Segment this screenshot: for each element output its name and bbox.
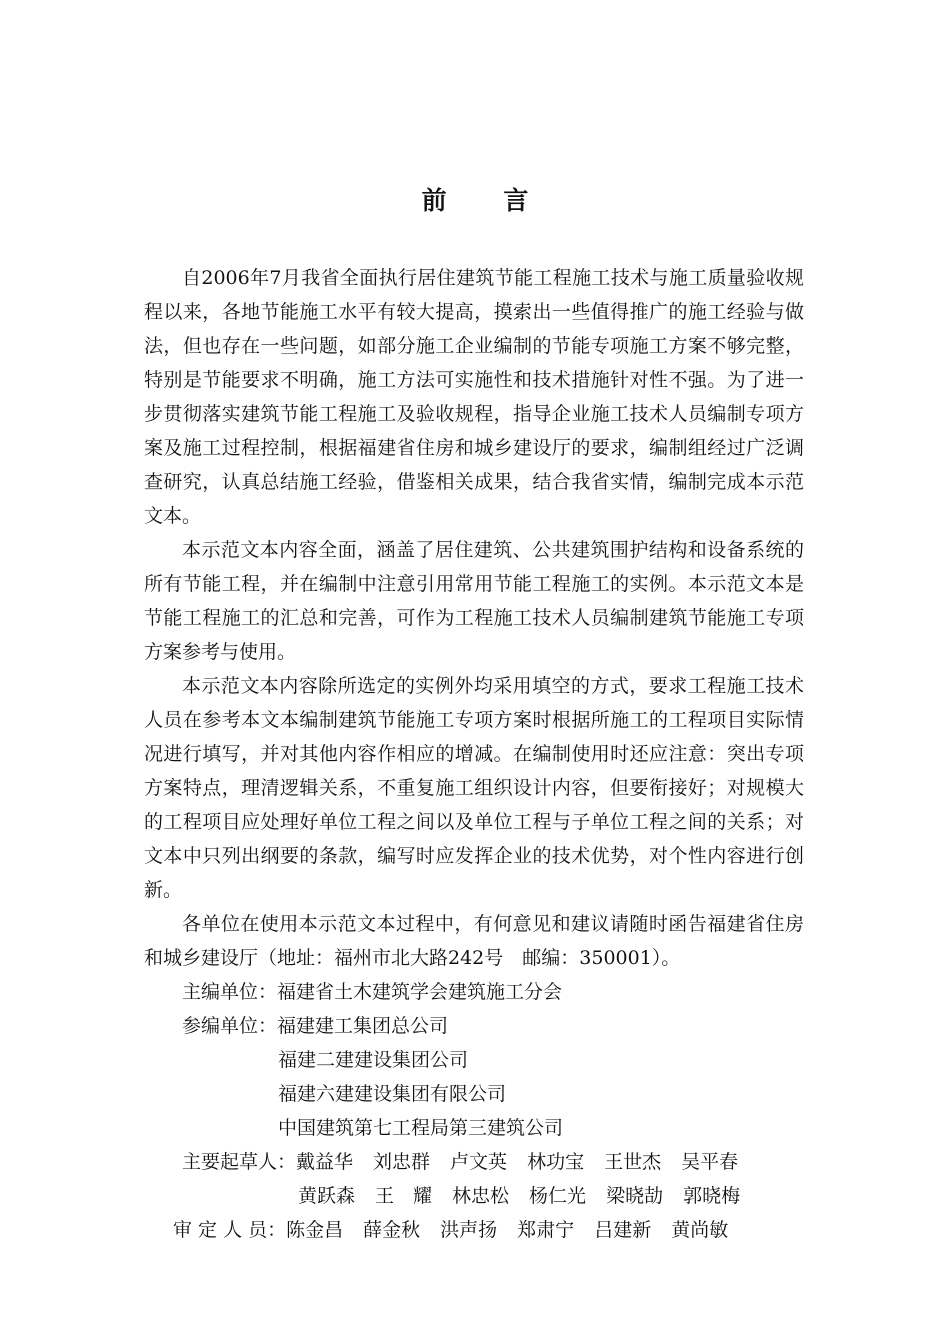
page-title: 前 言 xyxy=(421,186,553,215)
reviewer-name: 郑肃宁 xyxy=(517,1219,575,1241)
reviewers-line xyxy=(144,1213,804,1247)
co-editor-line xyxy=(144,1009,804,1043)
reviewer-name: 黄尚敏 xyxy=(671,1219,729,1241)
drafter-name: 林功宝 xyxy=(527,1151,585,1173)
reviewer-name: 吕建新 xyxy=(594,1219,652,1241)
reviewers-label: 审 定 人 员： xyxy=(173,1219,287,1241)
chief-editor-unit: 福建省土木建筑学会建筑施工分会 xyxy=(277,981,563,1003)
drafter-name: 杨仁光 xyxy=(529,1185,587,1207)
drafters-line xyxy=(144,1179,804,1213)
drafter-name: 王世杰 xyxy=(604,1151,662,1173)
drafter-name: 梁晓劼 xyxy=(606,1185,664,1207)
paragraph-2: 本示范文本内容全面，涵盖了居住建筑、公共建筑围护结构和设备系统的所有节能工程，并在编制中注意引用常用节能工程施工的实例。本示范文本是节能工程施工的汇总和完善，可作为工程施工技术人员编制建筑节能施工专项方案参考与使用。 xyxy=(144,539,804,663)
co-editor-unit: 福建建工集团总公司 xyxy=(277,1015,449,1037)
drafters-label: 主要起草人： xyxy=(182,1151,297,1173)
drafters-line xyxy=(144,1145,804,1179)
reviewer-name: 洪声扬 xyxy=(440,1219,498,1241)
drafter-name: 吴平春 xyxy=(681,1151,739,1173)
chief-editor-line xyxy=(144,975,804,1009)
paragraph-4: 各单位在使用本示范文本过程中，有何意见和建议请随时函告福建省住房和城乡建设厅（地址：福州市北大路242号 邮编：350001）。 xyxy=(144,913,804,969)
drafter-name: 戴益华 xyxy=(296,1151,354,1173)
paragraph-1: 自2006年7月我省全面执行居住建筑节能工程施工技术与施工质量验收规程以来，各地节能施工水平有较大提高，摸索出一些值得推广的施工经验与做法，但也存在一些问题，如部分施工企业编制的节能专项施工方案不够完整，特别是节能要求不明确，施工方法可实施性和技术措施针对性不强。为了进一步贯彻落实建筑节能工程施工及验收规程，指导企业施工技术人员编制专项方案及施工过程控制，根据福建省住房和城乡建设厅的要求，编制组经过广泛调查研究，认真总结施工经验，借鉴相关成果，结合我省实情，编制完成本示范文本。 xyxy=(144,267,804,527)
co-editor-unit: 福建二建建设集团公司 xyxy=(278,1049,469,1071)
co-editor-unit: 中国建筑第七工程局第三建筑公司 xyxy=(278,1117,564,1139)
paragraph-3: 本示范文本内容除所选定的实例外均采用填空的方式，要求工程施工技术人员在参考本文本编制建筑节能施工专项方案时根据所施工的工程项目实际情况进行填写，并对其他内容作相应的增减。在编制使用时还应注意：突出专项方案特点，理清逻辑关系，不重复施工组织设计内容，但要衔接好；对规模大的工程项目应处理好单位工程之间以及单位工程与子单位工程之间的关系；对文本中只列出纲要的条款，编写时应发挥企业的技术优势，对个性内容进行创新。 xyxy=(144,675,804,901)
co-editor-unit: 福建六建建设集团有限公司 xyxy=(278,1083,507,1105)
drafter-name: 林忠松 xyxy=(452,1185,510,1207)
co-editor-label: 参编单位： xyxy=(182,1015,278,1037)
preface-body xyxy=(144,261,804,1247)
reviewer-name: 薛金秋 xyxy=(363,1219,421,1241)
drafter-name: 卢文英 xyxy=(450,1151,508,1173)
co-editor-line xyxy=(144,1111,804,1145)
co-editor-line xyxy=(144,1077,804,1111)
chief-editor-label: 主编单位： xyxy=(182,981,278,1003)
drafter-name: 王 耀 xyxy=(375,1185,433,1207)
drafter-name: 黄跃森 xyxy=(298,1185,356,1207)
co-editor-line xyxy=(144,1043,804,1077)
reviewer-name: 陈金昌 xyxy=(286,1219,344,1241)
drafter-name: 郭晓梅 xyxy=(683,1185,741,1207)
drafter-name: 刘忠群 xyxy=(373,1151,431,1173)
